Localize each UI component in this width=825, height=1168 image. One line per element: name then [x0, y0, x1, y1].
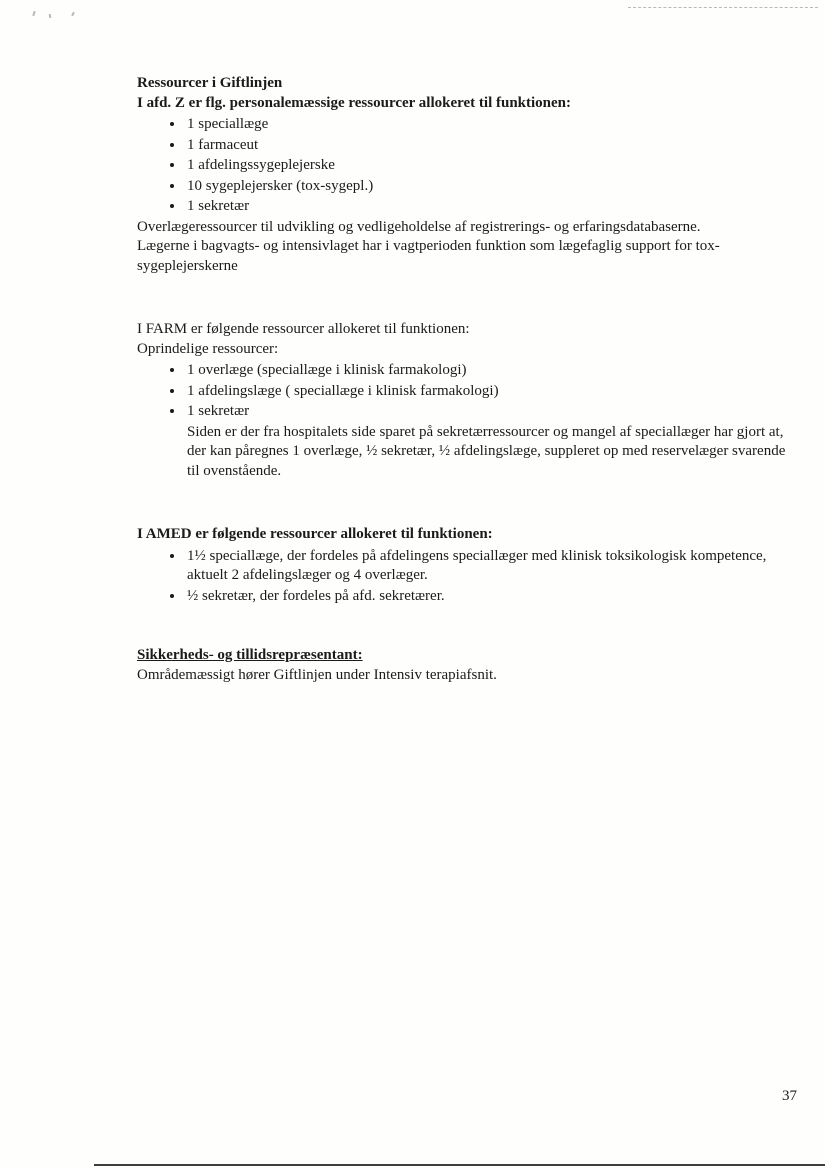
- heading-sikkerheds-repraesentant: Sikkerheds- og tillidsrepræsentant:: [137, 647, 363, 663]
- list-item: • 1 farmaceut: [185, 136, 797, 156]
- list-item: • 10 sygeplejersker (tox-sygepl.): [185, 177, 797, 197]
- farm-intro: I FARM er følgende ressourcer allokeret til funktionen:: [137, 321, 470, 337]
- farm-bullet-list: [137, 361, 797, 422]
- list-item: • 1 sekretær: [185, 402, 797, 422]
- scan-artifact-bottom-line: [94, 1164, 825, 1166]
- amed-intro: I AMED er følgende ressourcer allokeret til funktionen:: [137, 526, 493, 542]
- scan-speck: [32, 11, 35, 16]
- scan-artifact-dashed-line: [628, 7, 818, 8]
- farm-note-paragraph: Siden er der fra hospitalets side sparet på sekretærressourcer og mangel af speciallæger har gjort at, der kan påregnes 1 overlæge, ½ sekretær, ½ afdelingslæge, suppleret op med reservelæger svarende til ovenstående.: [187, 423, 786, 479]
- farm-subintro: Oprindelige ressourcer:: [137, 340, 279, 357]
- omraade-paragraph: Områdemæssigt hører Giftlinjen under Intensiv terapiafsnit.: [137, 666, 497, 683]
- overlaegeressourcer-paragraph: Overlægeressourcer til udvikling og vedligeholdelse af registrerings- og erfaringsdatabaserne.: [137, 218, 701, 235]
- list-item: • 1½ speciallæge, der fordeles på afdelingens speciallæger med klinisk toksikologisk kompetence, aktuelt 2 afdelingslæger og 4 overlæger.: [185, 547, 797, 586]
- list-item: • 1 afdelingslæge ( speciallæge i klinisk farmakologi): [185, 382, 797, 402]
- heading-ressourcer-giftlinjen: Ressourcer i Giftlinjen: [137, 75, 283, 91]
- afd-z-intro: I afd. Z er flg. personalemæssige ressourcer allokeret til funktionen:: [137, 94, 572, 111]
- page-number: 37: [782, 1088, 797, 1104]
- document-body: [137, 74, 797, 685]
- laegerne-paragraph: Lægerne i bagvagts- og intensivlaget har i vagtperioden funktion som lægefaglig support for tox-sygeplejerskerne: [137, 238, 720, 274]
- afd-z-bullet-list: [137, 115, 797, 217]
- list-item: • 1 overlæge (speciallæge i klinisk farmakologi): [185, 361, 797, 381]
- list-item: • 1 sekretær: [185, 197, 797, 217]
- amed-bullet-list: [137, 547, 797, 607]
- scan-speck: [49, 14, 52, 18]
- list-item: • 1 speciallæge: [185, 115, 797, 135]
- list-item: • ½ sekretær, der fordeles på afd. sekretærer.: [185, 587, 797, 607]
- list-item: • 1 afdelingssygeplejerske: [185, 156, 797, 176]
- scan-speck: [71, 12, 75, 16]
